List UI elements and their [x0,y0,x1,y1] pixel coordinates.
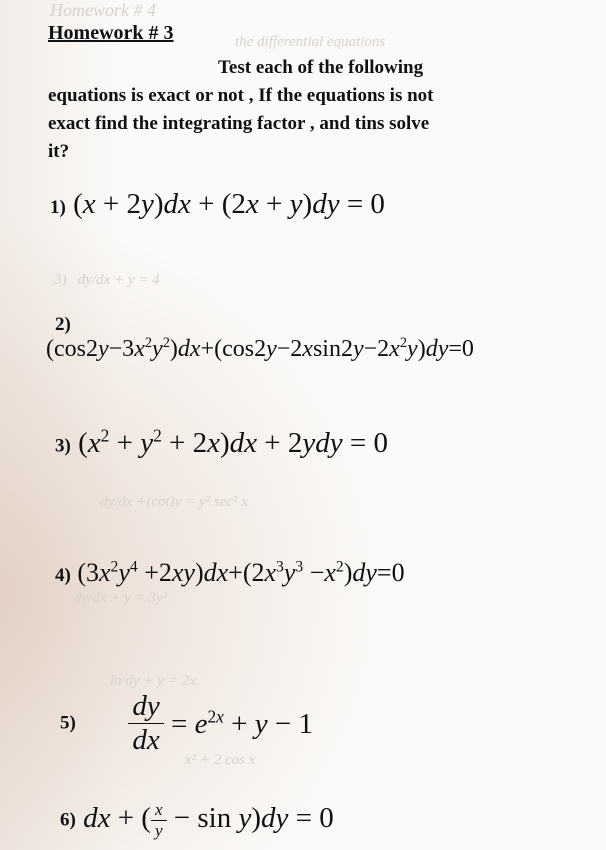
bleed-through-mark: Homework # 4 [50,0,156,20]
equation-5-rhs: = $e^{2x} + y - 1$ [170,706,313,740]
instructions-line: equations is exact or not , If the equations is not [48,85,434,106]
derivative-fraction: $\frac{dy}{dx}$ [128,690,163,757]
equation-2: $(\cos 2y-3x^2y^2)dx+(\cos 2y-2xsin2y-2x^2y)dy=0$ [46,335,474,362]
problem-number: 2) [55,314,71,335]
problem-number: 5) [60,712,76,734]
bleed-through-mark: x² + 2 cos x [185,752,256,768]
instructions-line: exact find the integrating factor , and tins solve [48,113,430,134]
problem-6 [60,800,334,841]
instructions [48,54,568,166]
instructions-line: it? [48,141,70,162]
bleed-through-mark: dy/dx + y = 3y² [74,590,168,606]
equation-6: dx + ( $\frac{x}{y}$ − sin y)dy = 0 [83,800,334,840]
problem-number: 6) [60,809,76,831]
equation-3: $(x^2 + y^2 + 2x)dx + 2ydy = 0$ [78,425,389,459]
problem-3 [55,425,388,460]
bleed-through-mark: the differential equations [235,34,386,50]
problem-1 [50,188,385,221]
instructions-line: Test each of the following [218,57,424,78]
bleed-through-mark: ln dy + y = 2x [110,673,196,689]
problem-5 [60,690,313,757]
equation-1: (x + 2y)dx + (2x + y)dy = 0 [73,188,385,220]
problem-4 [55,558,405,588]
equation-4: $(3x^2y^4 +2xy)dx+(2x^3y^3 -x^2)dy=0$ [77,558,405,587]
bleed-through-mark: 3) dy/dx + y = 4 [54,272,160,288]
bleed-through-mark: dy/dx +(cot)y = y² sec² x [100,494,248,510]
problem-number: 4) [55,565,71,586]
homework-heading: Homework # 3 [48,22,174,44]
problem-2 [55,305,71,338]
problem-number: 3) [55,435,71,457]
problem-number: 1) [50,197,66,218]
x-over-y-fraction: $\frac{x}{y}$ [151,800,167,841]
